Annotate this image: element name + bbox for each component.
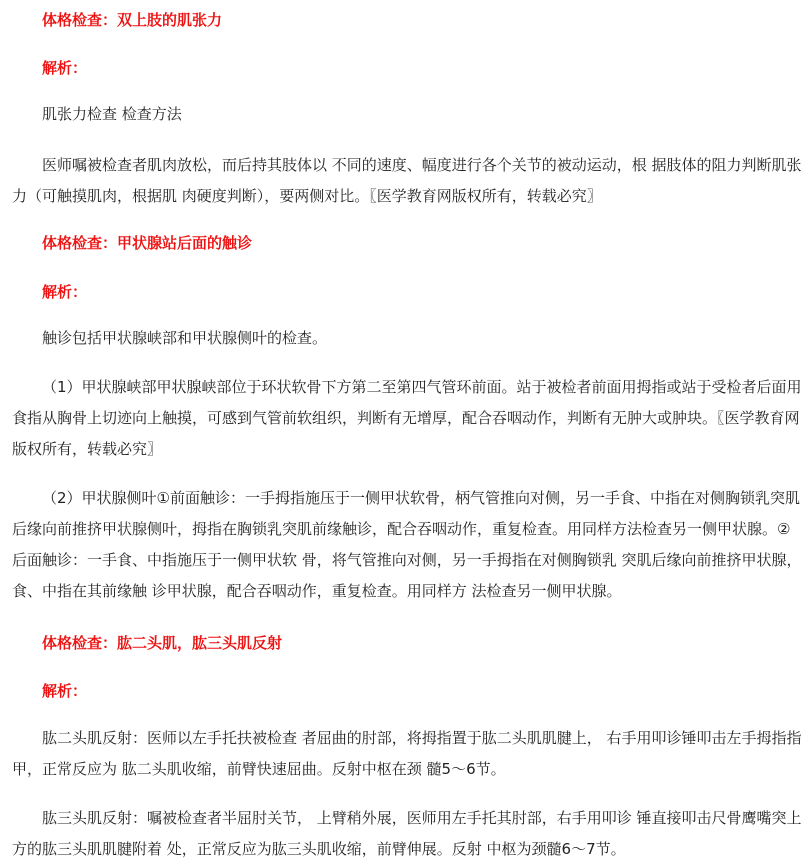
analysis-label: 解析： bbox=[42, 682, 88, 700]
analysis-label: 解析： bbox=[42, 59, 88, 77]
paragraph-thyroid-isthmus: （1）甲状腺峡部甲状腺峡部位于环状软骨下方第二至第四气管环前面。站于被检者前面用拇指或站于受检者后面用食指从胸骨上切迹向上触摸，可感到气管前软组织，判断有无增厚，配合吞咽动作，判断有无肿大或肿块。〖医学教育网版权所有，转载必究〗 bbox=[12, 378, 802, 458]
paragraph-muscle-tone-method: 肌张力检查 检查方法 bbox=[42, 105, 182, 123]
paragraph-thyroid-intro: 触诊包括甲状腺峡部和甲状腺侧叶的检查。 bbox=[42, 329, 328, 347]
section-heading-biceps-triceps-reflex: 体格检查：肱二头肌，肱三头肌反射 bbox=[42, 634, 283, 652]
section-heading-thyroid-palpation: 体格检查：甲状腺站后面的触诊 bbox=[42, 234, 253, 252]
paragraph-muscle-tone-detail: 医师嘱被检查者肌肉放松，而后持其肢体以 不同的速度、幅度进行各个关节的被动运动，根 据肢体的阻力判断肌张力（可触摸肌肉，根据肌 肉硬度判断），要两侧对比。〖医学教育网版权所有，转载必究〗 bbox=[12, 156, 802, 205]
paragraph-thyroid-lobes: （2）甲状腺侧叶①前面触诊：一手拇指施压于一侧甲状软骨，柄气管推向对侧，另一手食、中指在对侧胸锁乳突肌后缘向前推挤甲状腺侧叶，拇指在胸锁乳突肌前缘触诊，配合吞咽动作，重复检查。用同样方法检查另一侧甲状腺。②后面触诊：一手食、中指施压于一侧甲状软 骨，将气管推向对侧，另一手拇指在对侧胸锁乳 突肌后缘向前推挤甲状腺，食、中指在其前缘触 诊甲状腺，配合吞咽动作，重复检查。用同样方 法检查另一侧甲状腺。 bbox=[12, 489, 802, 600]
paragraph-biceps-reflex: 肱二头肌反射：医师以左手托扶被检查 者屈曲的肘部，将拇指置于肱二头肌肌腱上， 右手用叩诊锤叩击左手拇指指甲，正常反应为 肱二头肌收缩，前臂快速屈曲。反射中枢在颈 髓5～6节。 bbox=[12, 729, 802, 778]
paragraph-triceps-reflex: 肱三头肌反射：嘱被检查者半屈肘关节， 上臂稍外展，医师用左手托其肘部，右手用叩诊 锤直接叩击尺骨鹰嘴突上方的肱三头肌肌腱附着 处，正常反应为肱三头肌收缩，前臂伸展。反射 中枢为颈髓6～7节。 bbox=[12, 809, 802, 858]
section-heading-muscle-tone: 体格检查：双上肢的肌张力 bbox=[42, 11, 223, 29]
analysis-label: 解析： bbox=[42, 283, 88, 301]
